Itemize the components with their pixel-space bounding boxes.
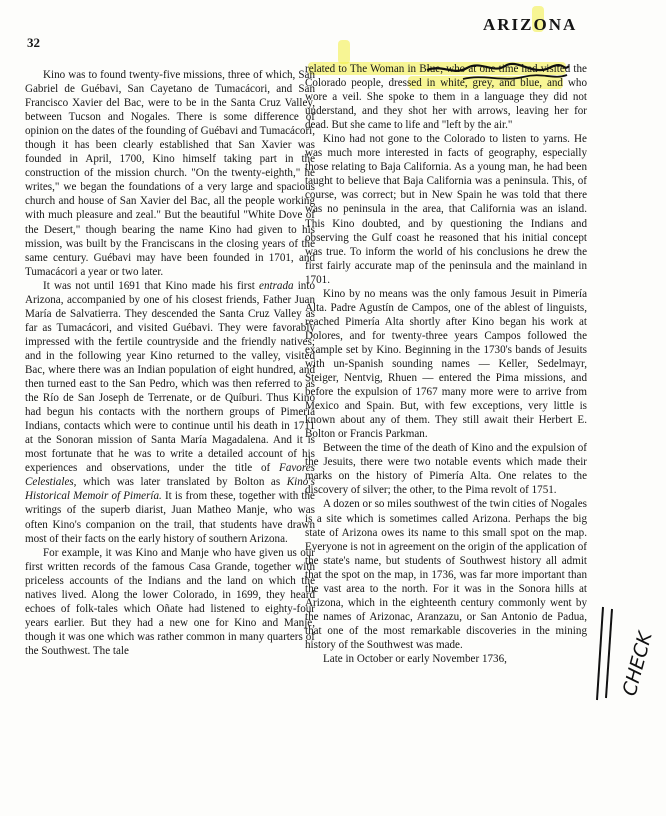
running-head: ARIZONA [483, 15, 578, 34]
paragraph: related to The Woman in Blue, who at one time had visited the Colorado people, dressed in white, grey, and blue, and who wore a veil. She spoke to them in a language they did not understand, and they shot her with arrows, leaving her for dead. But she came to life and "left by the air." [305, 63, 587, 132]
page-number: 32 [27, 35, 40, 50]
paragraph: Between the time of the death of Kino and the expulsion of the Jesuits, there were two notable events which made their marks on the history of Pimería Alta. One relates to the discovery of silver; the other, to the Pima revolt of 1751. [305, 442, 587, 497]
paragraph: A dozen or so miles southwest of the twin cities of Nogales is a site which is sometimes called Arizona. Perhaps the big state of Arizona owes its name to this small spot on the map. Everyone is not in agreement on the origin of the application of the state's name, but students of Southwest history all admit that the spot on the map, in 1736, was far more important than the vast area to the north. For it was in the Sonora hills at Arizona, which in the eighteenth century commonly went by the names of Arizonac, Aranzazu, or San Antonio de Padua, that one of the most remarkable discoveries in the mining history of the Southwest was made. [305, 498, 587, 651]
highlighter-mark-top [338, 40, 350, 64]
paragraph: Late in October or early November 1736, [323, 652, 507, 665]
paragraph: For example, it was Kino and Manje who have given us our first written records of the famous Casa Grande, together with priceless accounts of the Indians and the land on which the natives lived. Along the lower Colorado, in 1699, they heard echoes of folk-tales which Oñate had listened to eighty-four years earlier. But they had a new one for Kino and Manje, though it was one which was rather common in many quarters of the Southwest. The tale [25, 546, 315, 657]
handwritten-check-note [587, 585, 657, 710]
left-column [25, 68, 315, 658]
paragraph: It was not until 1691 that Kino made his first entrada into Arizona, accompanied by one of his closest friends, Father Juan María de Salvatierra. They descended the Santa Cruz Valley as far as Tumacácori, and visited Guébavi. They were favorably impressed with the fertile countryside and the friendly natives; and in the following year Kino returned to the valley, visited Bac, where there was an Indian population of eight hundred, and then turned east to the San Pedro, which was then referred to as the Río de San Joseph de Terrenate, or de Quíburi. Thus Kino had begun his contacts with the northern groups of Pimería Indians, contacts which were to continue until his death in 1711 at the Sonoran mission of Santa María Magadalena. And it is most fortunate that he was to write a detailed account of his experiences and observations, under the title of Favores Celestiales, which was later translated by Bolton as Kino's Historical Memoir of Pimería. It is from these, together with the writings of the superb diarist, Juan Matheo Manje, who was often Kino's companion on the trail, that students have drawn most of their facts on the early history of southern Arizona. [25, 279, 315, 545]
margin-note-text: CHECK [618, 629, 657, 699]
book-title: Kino's Historical Memoir of Pimería. [25, 476, 315, 503]
right-column [305, 62, 587, 666]
pen-scribble [423, 62, 571, 82]
paragraph: Kino was to found twenty-five missions, three of which, San Gabriel de Guébavi, San Cayetano de Tumacácori, and San Francisco Xavier del Bac, were to be in the Santa Cruz Valley, between Tucson and Nogales. There is some difference of opinion on the dates of the founding of Guébavi and Tumacácori, though it has been clearly established that San Xavier was founded in April, 1700, Kino himself taking part in the construction of the mission church. "On the twenty-eighth," he writes," we began the foundations of a very large and spacious church and house of San Xavier del Bac, all the people working with much pleasure and zeal." But the beautiful "White Dove of the Desert," though bearing the name Kino had given to his mission, was built by the Franciscans in the closing years of the same century. Guébavi may have been founded in 1701, and Tumacácori a year or two later. [25, 69, 315, 278]
book-title: Favores Celestiales, [25, 462, 315, 489]
italic-term: entrada [259, 279, 294, 292]
paragraph: Kino had not gone to the Colorado to listen to yarns. He was much more interested in facts of geography, especially those relating to Baja California. As a young man, he had been taught to believe that Baja California was a peninsula. This, of course, was correct; but in New Spain he was told that there was no peninsula in the area, that California was an island. This Kino doubted, and by questioning the Indians and observing the Gulf coast he reasoned that his initial concept was true. To inform the world of his conclusions he drew the first fairly accurate map of the peninsula and the mainland in 1701. [305, 133, 587, 286]
paragraph: Kino by no means was the only famous Jesuit in Pimería Alta. Padre Agustín de Campos, one of the ablest of linguists, reached Pimería Alta shortly after Kino began his work at Dolores, and for twenty-three years Campos followed the example set by Kino. Beginning in the 1730's bands of Jesuits with un-Spanish sounding names — Keller, Sedelmayr, Steiger, Nentvig, Rhuen — entered the Pima missions, and before the expulsion of 1767 many more were to arrive from Mexico and Spain. But, with few exceptions, very little is known about any of them. They still await their Herbert E. Bolton or Francis Parkman. [305, 287, 587, 441]
